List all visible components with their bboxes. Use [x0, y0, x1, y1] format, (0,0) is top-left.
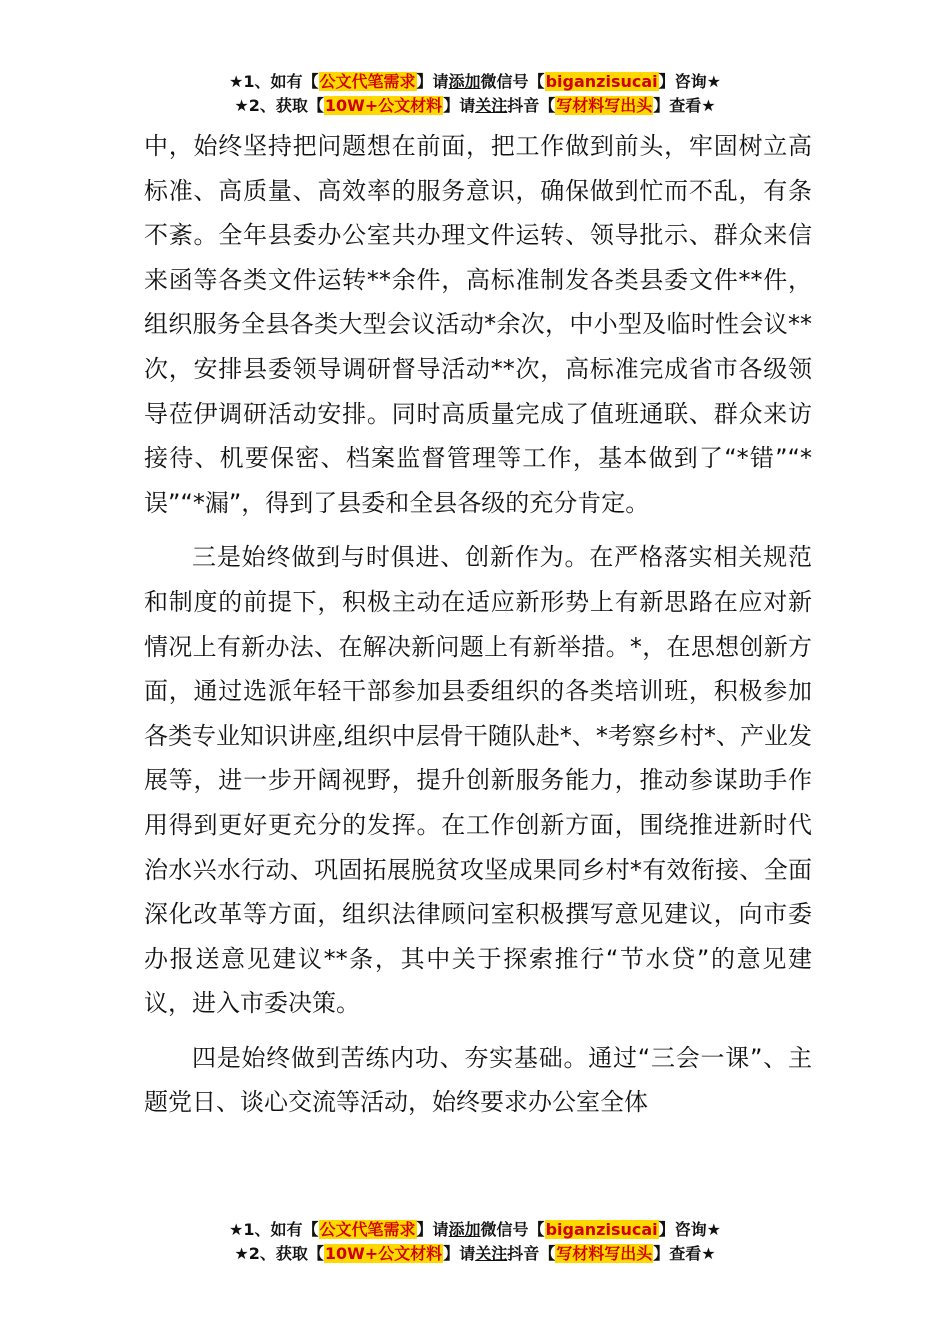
- highlight-douyin-account: 写材料写出头: [556, 1244, 653, 1263]
- promo-text: ★1、如有【: [229, 72, 319, 91]
- promo-text: 】查看★: [653, 1244, 716, 1263]
- underlined-text: 添加: [448, 72, 481, 91]
- promo-line-2: [0, 94, 950, 118]
- promo-text: 】请: [416, 72, 449, 91]
- paragraph-fundamentals: 四是始终做到苦练内功、夯实基础。通过“三会一课”、主题党日、谈心交流等活动，始终要求办公室全体: [144, 1043, 812, 1117]
- promo-banner-top: [0, 70, 950, 118]
- highlight-materials: 10W+公文材料: [324, 96, 443, 115]
- promo-text: 】请: [416, 1220, 449, 1239]
- underlined-text: 关注: [475, 1244, 508, 1263]
- highlight-service: 公文代笔需求: [319, 72, 416, 91]
- highlight-service: 公文代笔需求: [319, 1220, 416, 1239]
- promo-text: 微信号【: [480, 72, 545, 91]
- paragraph-innovation: 三是始终做到与时俱进、创新作为。在严格落实相关规范和制度的前提下，积极主动在适应新形势上有新思路在应对新情况上有新办法、在解决新问题上有新举措。*，在思想创新方面，通过选派年轻干部参加县委组织的各类培训班，积极参加各类专业知识讲座,组织中层骨干随队赴*、*考察乡村*、产业发展等，进一步开阔视野，提升创新服务能力，推动参谋助手作用得到更好更充分的发挥。在工作创新方面，围绕推进新时代治水兴水行动、巩固拓展脱贫攻坚成果同乡村*有效衔接、全面深化改革等方面，组织法律顾问室积极撰写意见建议，向市委办报送意见建议**条，其中关于探索推行“节水贷”的意见建议，进入市委决策。: [144, 543, 812, 1018]
- promo-text: 微信号【: [480, 1220, 545, 1239]
- promo-text: 抖音【: [507, 96, 556, 115]
- promo-text: 】咨询★: [658, 1220, 721, 1239]
- promo-text: 】请: [443, 1244, 476, 1263]
- promo-line-1: [0, 70, 950, 94]
- promo-line-1: [0, 1218, 950, 1242]
- underlined-text: 关注: [475, 96, 508, 115]
- promo-line-2: [0, 1242, 950, 1266]
- promo-banner-bottom: [0, 1218, 950, 1266]
- promo-text: 】请: [443, 96, 476, 115]
- promo-text: ★2、获取【: [234, 1244, 324, 1263]
- highlight-wechat-id: biganzisucai: [545, 72, 658, 91]
- highlight-materials: 10W+公文材料: [324, 1244, 443, 1263]
- underlined-text: 添加: [448, 1220, 481, 1239]
- promo-text: 】咨询★: [658, 72, 721, 91]
- paragraph-continued: 中，始终坚持把问题想在前面，把工作做到前头，牢固树立高标准、高质量、高效率的服务意识，确保做到忙而不乱，有条不紊。全年县委办公室共办理文件运转、领导批示、群众来信来函等各类文件运转**余件，高标准制发各类县委文件**件，组织服务全县各类大型会议活动*余次，中小型及临时性会议**次，安排县委领导调研督导活动**次，高标准完成省市各级领导莅伊调研活动安排。同时高质量完成了值班通联、群众来访接待、机要保密、档案监督管理等工作，基本做到了“*错”“*误”“*漏”，得到了县委和全县各级的充分肯定。: [144, 132, 812, 517]
- promo-text: ★2、获取【: [234, 96, 324, 115]
- highlight-wechat-id: biganzisucai: [545, 1220, 658, 1239]
- document-body: [144, 124, 812, 1125]
- promo-text: 】查看★: [653, 96, 716, 115]
- highlight-douyin-account: 写材料写出头: [556, 96, 653, 115]
- promo-text: ★1、如有【: [229, 1220, 319, 1239]
- promo-text: 抖音【: [507, 1244, 556, 1263]
